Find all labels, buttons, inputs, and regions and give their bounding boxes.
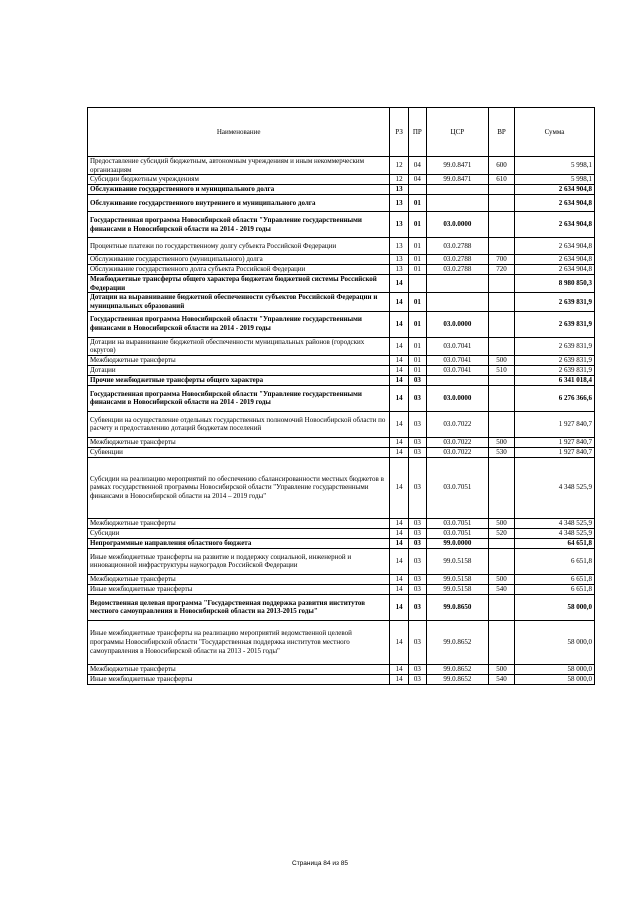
table-row: [88, 594, 595, 620]
cell-csr: 99.0.5158: [426, 574, 488, 584]
cell-csr: 99.0.8652: [426, 620, 488, 664]
cell-pr: 03: [409, 411, 427, 437]
cell-name: Межбюджетные трансферты: [88, 355, 390, 365]
cell-vr: [489, 620, 515, 664]
cell-name: Межбюджетные трансферты общего характера бюджетам бюджетной системы Российской Федерации: [88, 275, 390, 293]
cell-pr: 03: [409, 664, 427, 674]
cell-csr: 99.0.8471: [426, 157, 488, 175]
table-row: [88, 548, 595, 574]
table-row: [88, 620, 595, 664]
cell-name: Межбюджетные трансферты: [88, 437, 390, 447]
cell-name: Непрограммные направления областного бюджета: [88, 538, 390, 548]
cell-sum: 2 634 904,8: [514, 255, 594, 265]
cell-pr: 03: [409, 674, 427, 684]
cell-rz: 13: [390, 195, 409, 212]
cell-pr: 01: [409, 293, 427, 311]
table-row: [88, 157, 595, 175]
table-row: [88, 457, 595, 518]
cell-csr: 03.0.0000: [426, 311, 488, 337]
cell-name: Межбюджетные трансферты: [88, 664, 390, 674]
table-row: [88, 212, 595, 238]
cell-sum: 1 927 840,7: [514, 411, 594, 437]
cell-name: Субсидии: [88, 528, 390, 538]
header-rz: РЗ: [390, 108, 409, 157]
cell-pr: 01: [409, 365, 427, 375]
page-number: Страница 84 из 85: [292, 860, 348, 867]
cell-vr: [489, 385, 515, 411]
cell-rz: 14: [390, 385, 409, 411]
cell-name: Предоставление субсидий бюджетным, автономным учреждениям и иным некоммерческим организациям: [88, 157, 390, 175]
table-row: [88, 255, 595, 265]
cell-vr: [489, 275, 515, 293]
cell-name: Государственная программа Новосибирской области "Управление государственными финансами в Новосибирской области на 2014 - 2019 годы: [88, 385, 390, 411]
header-sum: Сумма: [514, 108, 594, 157]
cell-csr: 99.0.5158: [426, 584, 488, 594]
table-row: [88, 238, 595, 255]
table-row: [88, 311, 595, 337]
cell-vr: [489, 594, 515, 620]
table-row: [88, 528, 595, 538]
cell-name: Ведомственная целевая программа "Государственная поддержка развития институтов местного самоуправления в Новосибирской области на 2013-2015 годы": [88, 594, 390, 620]
table-header-row: [88, 108, 595, 157]
cell-vr: [489, 311, 515, 337]
cell-sum: 2 639 831,9: [514, 365, 594, 375]
cell-sum: 2 639 831,9: [514, 293, 594, 311]
cell-sum: 8 980 850,3: [514, 275, 594, 293]
cell-pr: 03: [409, 437, 427, 447]
table-row: [88, 574, 595, 584]
cell-rz: 13: [390, 238, 409, 255]
table-row: [88, 385, 595, 411]
cell-name: Иные межбюджетные трансферты: [88, 584, 390, 594]
table-body: [88, 157, 595, 685]
cell-rz: 14: [390, 538, 409, 548]
cell-name: Процентные платежи по государственному долгу субъекта Российской Федерации: [88, 238, 390, 255]
cell-rz: 14: [390, 574, 409, 584]
cell-name: Обслуживание государственного внутреннего и муниципального долга: [88, 195, 390, 212]
cell-rz: 14: [390, 548, 409, 574]
cell-csr: 03.0.2788: [426, 238, 488, 255]
cell-csr: 03.0.7022: [426, 437, 488, 447]
cell-pr: 01: [409, 195, 427, 212]
cell-name: Иные межбюджетные трансферты на реализацию мероприятий ведомственной целевой программы Новосибирской области "Государственная поддержка институтов местного самоуправления в Новосибирской области на 2013 - 2015 годы": [88, 620, 390, 664]
cell-pr: 03: [409, 548, 427, 574]
cell-name: Иные межбюджетные трансферты: [88, 674, 390, 684]
cell-pr: 01: [409, 355, 427, 365]
cell-sum: 2 639 831,9: [514, 355, 594, 365]
table-row: [88, 664, 595, 674]
cell-csr: 99.0.5158: [426, 548, 488, 574]
cell-csr: 03.0.7041: [426, 337, 488, 355]
cell-pr: 03: [409, 385, 427, 411]
table-row: [88, 275, 595, 293]
cell-sum: 2 634 904,8: [514, 195, 594, 212]
cell-rz: 14: [390, 594, 409, 620]
cell-rz: 14: [390, 411, 409, 437]
table-row: [88, 518, 595, 528]
cell-vr: 600: [489, 157, 515, 175]
table-row: [88, 375, 595, 385]
cell-csr: 03.0.0000: [426, 212, 488, 238]
cell-csr: 03.0.7051: [426, 528, 488, 538]
cell-sum: 6 341 018,4: [514, 375, 594, 385]
cell-sum: 6 651,8: [514, 584, 594, 594]
table-row: [88, 293, 595, 311]
cell-vr: [489, 185, 515, 195]
table-row: [88, 674, 595, 684]
cell-sum: 2 639 831,9: [514, 337, 594, 355]
cell-pr: 03: [409, 594, 427, 620]
cell-vr: 520: [489, 528, 515, 538]
cell-sum: 4 348 525,9: [514, 528, 594, 538]
cell-vr: 700: [489, 255, 515, 265]
cell-name: Дотации: [88, 365, 390, 375]
cell-rz: 14: [390, 674, 409, 684]
cell-rz: 14: [390, 447, 409, 457]
cell-pr: 01: [409, 337, 427, 355]
cell-vr: 500: [489, 437, 515, 447]
cell-vr: 500: [489, 664, 515, 674]
cell-vr: [489, 457, 515, 518]
cell-csr: 03.0.7051: [426, 518, 488, 528]
cell-sum: 6 651,8: [514, 574, 594, 584]
table-row: [88, 265, 595, 275]
cell-vr: [489, 238, 515, 255]
cell-csr: 99.0.8650: [426, 594, 488, 620]
cell-name: Обслуживание государственного долга субъекта Российской Федерации: [88, 265, 390, 275]
cell-vr: [489, 195, 515, 212]
cell-csr: 03.0.2788: [426, 255, 488, 265]
cell-pr: 03: [409, 447, 427, 457]
cell-pr: 03: [409, 375, 427, 385]
cell-name: Межбюджетные трансферты: [88, 518, 390, 528]
cell-csr: 03.0.7041: [426, 355, 488, 365]
cell-pr: 03: [409, 584, 427, 594]
cell-sum: 58 000,0: [514, 674, 594, 684]
cell-name: Обслуживание государственного (муниципального) долга: [88, 255, 390, 265]
cell-csr: [426, 375, 488, 385]
cell-rz: 12: [390, 175, 409, 185]
cell-rz: 13: [390, 255, 409, 265]
cell-rz: 13: [390, 265, 409, 275]
cell-vr: 540: [489, 674, 515, 684]
cell-pr: 03: [409, 457, 427, 518]
cell-pr: 03: [409, 518, 427, 528]
cell-name: Субвенции на осуществление отдельных государственных полномочий Новосибирской области по расчету и предоставлению дотаций бюджетам поселений: [88, 411, 390, 437]
table-row: [88, 365, 595, 375]
cell-pr: 03: [409, 574, 427, 584]
cell-csr: 03.0.2788: [426, 265, 488, 275]
cell-name: Обслуживание государственного и муниципального долга: [88, 185, 390, 195]
cell-vr: 720: [489, 265, 515, 275]
cell-rz: 14: [390, 620, 409, 664]
cell-sum: 4 348 525,9: [514, 457, 594, 518]
cell-csr: [426, 293, 488, 311]
cell-vr: [489, 293, 515, 311]
cell-name: Субсидии бюджетным учреждениям: [88, 175, 390, 185]
cell-pr: 01: [409, 255, 427, 265]
cell-rz: 14: [390, 528, 409, 538]
cell-vr: 530: [489, 447, 515, 457]
cell-rz: 14: [390, 437, 409, 447]
cell-pr: 01: [409, 311, 427, 337]
table-row: [88, 447, 595, 457]
cell-csr: 03.0.7022: [426, 447, 488, 457]
cell-name: Иные межбюджетные трансферты на развитие и поддержку социальной, инженерной и инновационной инфраструктуры наукоградов Российской Федерации: [88, 548, 390, 574]
cell-rz: 14: [390, 355, 409, 365]
table-row: [88, 337, 595, 355]
cell-vr: [489, 538, 515, 548]
cell-vr: [489, 411, 515, 437]
cell-csr: 03.0.0000: [426, 385, 488, 411]
cell-csr: [426, 275, 488, 293]
cell-pr: [409, 185, 427, 195]
cell-sum: 6 651,8: [514, 548, 594, 574]
table-row: [88, 437, 595, 447]
cell-rz: 14: [390, 275, 409, 293]
cell-vr: [489, 212, 515, 238]
cell-sum: 6 276 366,6: [514, 385, 594, 411]
cell-vr: 540: [489, 584, 515, 594]
table-row: [88, 584, 595, 594]
cell-vr: [489, 375, 515, 385]
cell-name: Дотации на выравнивание бюджетной обеспеченности муниципальных районов (городских округов): [88, 337, 390, 355]
cell-sum: 58 000,0: [514, 620, 594, 664]
cell-sum: 64 651,8: [514, 538, 594, 548]
cell-pr: 01: [409, 265, 427, 275]
cell-sum: 58 000,0: [514, 594, 594, 620]
cell-sum: 5 998,1: [514, 157, 594, 175]
cell-rz: 13: [390, 185, 409, 195]
cell-csr: 99.0.0000: [426, 538, 488, 548]
cell-sum: 1 927 840,7: [514, 447, 594, 457]
cell-pr: [409, 275, 427, 293]
cell-sum: 5 998,1: [514, 175, 594, 185]
cell-name: Государственная программа Новосибирской области "Управление государственными финансами в Новосибирской области на 2014 - 2019 годы: [88, 311, 390, 337]
cell-sum: 1 927 840,7: [514, 437, 594, 447]
cell-pr: 03: [409, 528, 427, 538]
cell-pr: 03: [409, 538, 427, 548]
cell-rz: 14: [390, 337, 409, 355]
header-pr: ПР: [409, 108, 427, 157]
table-row: [88, 195, 595, 212]
cell-pr: 04: [409, 175, 427, 185]
table-row: [88, 411, 595, 437]
cell-csr: 03.0.7041: [426, 365, 488, 375]
cell-rz: 14: [390, 311, 409, 337]
header-csr: ЦСР: [426, 108, 488, 157]
cell-rz: 13: [390, 212, 409, 238]
table-row: [88, 185, 595, 195]
cell-sum: 2 634 904,8: [514, 185, 594, 195]
cell-vr: 610: [489, 175, 515, 185]
cell-csr: 03.0.7022: [426, 411, 488, 437]
budget-table: [87, 107, 595, 685]
cell-sum: 2 639 831,9: [514, 311, 594, 337]
table-row: [88, 175, 595, 185]
cell-vr: 500: [489, 518, 515, 528]
cell-sum: 2 634 904,8: [514, 212, 594, 238]
cell-pr: 03: [409, 620, 427, 664]
cell-vr: [489, 548, 515, 574]
cell-name: Субсидии на реализацию мероприятий по обеспечению сбалансированности местных бюджетов в рамках государственной программы Новосибирской области "Управление государственными финансами в Новосибирской области на 2014 – 2019 годы": [88, 457, 390, 518]
table-row: [88, 538, 595, 548]
cell-vr: 500: [489, 574, 515, 584]
cell-rz: 14: [390, 664, 409, 674]
cell-name: Субвенции: [88, 447, 390, 457]
table-row: [88, 355, 595, 365]
header-vr: ВР: [489, 108, 515, 157]
cell-name: Прочие межбюджетные трансферты общего характера: [88, 375, 390, 385]
cell-rz: 14: [390, 293, 409, 311]
cell-sum: 4 348 525,9: [514, 518, 594, 528]
cell-rz: 14: [390, 457, 409, 518]
cell-rz: 12: [390, 157, 409, 175]
cell-pr: 04: [409, 157, 427, 175]
cell-sum: 2 634 904,8: [514, 265, 594, 275]
cell-sum: 2 634 904,8: [514, 238, 594, 255]
cell-vr: 510: [489, 365, 515, 375]
cell-vr: 500: [489, 355, 515, 365]
cell-rz: 14: [390, 584, 409, 594]
cell-name: Дотации на выравнивание бюджетной обеспеченности субъектов Российской Федерации и муниципальных образований: [88, 293, 390, 311]
cell-csr: 03.0.7051: [426, 457, 488, 518]
cell-csr: [426, 185, 488, 195]
header-name: Наименование: [88, 108, 390, 157]
cell-pr: 01: [409, 212, 427, 238]
cell-csr: 99.0.8652: [426, 664, 488, 674]
cell-pr: 01: [409, 238, 427, 255]
cell-name: Государственная программа Новосибирской области "Управление государственными финансами в Новосибирской области на 2014 - 2019 годы: [88, 212, 390, 238]
cell-csr: 99.0.8471: [426, 175, 488, 185]
cell-sum: 58 000,0: [514, 664, 594, 674]
cell-csr: [426, 195, 488, 212]
cell-vr: [489, 337, 515, 355]
cell-name: Межбюджетные трансферты: [88, 574, 390, 584]
cell-rz: 14: [390, 518, 409, 528]
cell-rz: 14: [390, 375, 409, 385]
cell-rz: 14: [390, 365, 409, 375]
cell-csr: 99.0.8652: [426, 674, 488, 684]
